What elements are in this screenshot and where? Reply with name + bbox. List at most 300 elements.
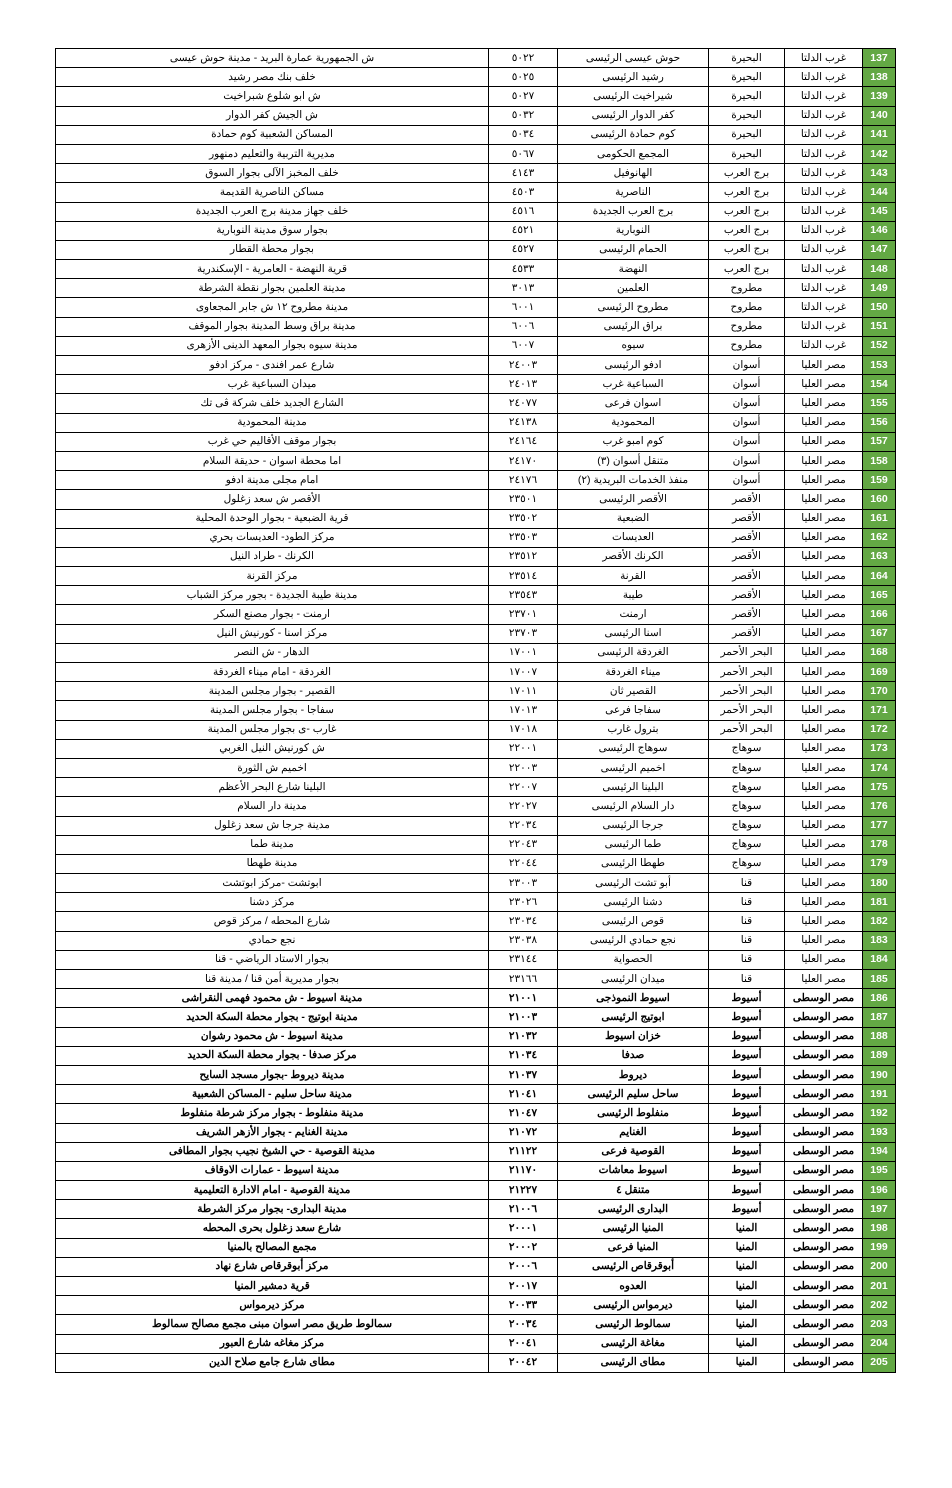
cell-office: الضبعية [558,509,709,528]
cell-office: القوصية فرعى [558,1142,709,1161]
row-number: 144 [863,183,896,202]
cell-office: المجمع الحكومى [558,144,709,163]
cell-governorate: برج العرب [709,164,785,183]
cell-governorate: أسيوط [709,1142,785,1161]
cell-code: ٢٤٠١٣ [489,375,558,394]
table-row [56,394,896,413]
cell-code: ٤٥٠٣ [489,183,558,202]
cell-governorate: الأقصر [709,490,785,509]
cell-region: مصر العليا [785,912,863,931]
cell-region: مصر الوسطى [785,1027,863,1046]
row-number: 185 [863,970,896,989]
cell-region: مصر الوسطى [785,1142,863,1161]
cell-governorate: أسيوط [709,1161,785,1180]
cell-governorate: البحيرة [709,49,785,68]
table-row [56,1219,896,1238]
row-number: 196 [863,1181,896,1200]
cell-region: غرب الدلتا [785,68,863,87]
cell-address: خلف جهاز مدينة برج العرب الجديدة [56,202,489,221]
row-number: 137 [863,49,896,68]
table-row [56,605,896,624]
table-row [56,279,896,298]
cell-code: ٥٠٣٤ [489,125,558,144]
table-row [56,931,896,950]
cell-region: مصر العليا [785,970,863,989]
row-number: 180 [863,874,896,893]
table-row [56,778,896,797]
cell-code: ٦٠٠١ [489,298,558,317]
table-row [56,68,896,87]
cell-address: شارع المحطه / مركز قوص [56,912,489,931]
cell-office: ميناء الغردقة [558,663,709,682]
cell-office: براق الرئيسى [558,317,709,336]
cell-governorate: المنيا [709,1334,785,1353]
cell-address: مدينة طما [56,835,489,854]
cell-code: ٤٥٢٧ [489,240,558,259]
cell-code: ٢١٠٧٢ [489,1123,558,1142]
row-number: 198 [863,1219,896,1238]
row-number: 167 [863,624,896,643]
row-number: 150 [863,298,896,317]
cell-governorate: البحر الأحمر [709,682,785,701]
cell-address: قرية الضبعية - بجوار الوحدة المحلية [56,509,489,528]
cell-code: ٢١٢٢٧ [489,1181,558,1200]
row-number: 151 [863,317,896,336]
cell-governorate: أسيوط [709,1123,785,1142]
cell-office: ديروط [558,1065,709,1084]
row-number: 172 [863,720,896,739]
cell-governorate: سوهاج [709,739,785,758]
table-row [56,106,896,125]
table-row [56,144,896,163]
cell-address: مدينة البدارى- بجوار مركز الشرطة [56,1200,489,1219]
cell-address: الدهار - ش النصر [56,643,489,662]
cell-code: ١٧٠١١ [489,682,558,701]
cell-region: مصر العليا [785,950,863,969]
cell-address: امام مجلى مدينة ادفو [56,471,489,490]
table-row [56,490,896,509]
row-number: 157 [863,432,896,451]
table-row [56,701,896,720]
cell-office: الحصواية [558,950,709,969]
cell-governorate: المنيا [709,1277,785,1296]
row-number: 188 [863,1027,896,1046]
cell-office: المنيا فرعى [558,1238,709,1257]
cell-code: ٢٤١٧٠ [489,451,558,470]
table-row [56,989,896,1008]
cell-governorate: برج العرب [709,221,785,240]
cell-office: اخميم الرئيسى [558,758,709,777]
cell-region: غرب الدلتا [785,298,863,317]
cell-region: مصر الوسطى [785,1238,863,1257]
table-row [56,797,896,816]
cell-region: مصر العليا [785,663,863,682]
cell-office: السباعية غرب [558,375,709,394]
cell-address: ش ابو شلوع شبراخيت [56,87,489,106]
cell-address: مركز القرنة [56,567,489,586]
table-row [56,1046,896,1065]
cell-address: البلينا شارع البحر الأعظم [56,778,489,797]
row-number: 197 [863,1200,896,1219]
cell-region: مصر العليا [785,586,863,605]
cell-code: ٢١٠٠٦ [489,1200,558,1219]
table-row [56,1142,896,1161]
table-row [56,874,896,893]
row-number: 148 [863,260,896,279]
cell-code: ٢٢٠٠٧ [489,778,558,797]
cell-governorate: مطروح [709,336,785,355]
cell-office: أبوقرقاص الرئيسى [558,1257,709,1276]
cell-governorate: مطروح [709,317,785,336]
cell-governorate: البحر الأحمر [709,701,785,720]
cell-governorate: البحيرة [709,125,785,144]
cell-region: مصر العليا [785,356,863,375]
cell-address: سمالوط طريق مصر اسوان مبنى مجمع مصالح سمالوط [56,1315,489,1334]
cell-code: ٦٠٠٦ [489,317,558,336]
cell-governorate: أسيوط [709,1008,785,1027]
row-number: 199 [863,1238,896,1257]
cell-code: ٢٤١٦٤ [489,432,558,451]
cell-region: مصر العليا [785,874,863,893]
cell-region: مصر العليا [785,854,863,873]
cell-code: ٢٢٠٢٧ [489,797,558,816]
cell-code: ٢٠٠٤٢ [489,1353,558,1372]
cell-office: برج العرب الجديدة [558,202,709,221]
cell-governorate: برج العرب [709,260,785,279]
table-row [56,816,896,835]
cell-code: ٢٣٠٢٦ [489,893,558,912]
cell-code: ٢٠٠١٧ [489,1277,558,1296]
cell-governorate: أسيوط [709,1065,785,1084]
table-row [56,682,896,701]
cell-code: ٢٢٠٤٤ [489,854,558,873]
row-number: 143 [863,164,896,183]
cell-code: ٢٤٠٠٣ [489,356,558,375]
cell-address: خلف بنك مصر رشيد [56,68,489,87]
cell-region: مصر الوسطى [785,1219,863,1238]
cell-address: بجوار موقف الأقاليم حي غرب [56,432,489,451]
cell-governorate: المنيا [709,1315,785,1334]
cell-governorate: البحر الأحمر [709,663,785,682]
cell-governorate: الأقصر [709,586,785,605]
cell-region: مصر العليا [785,797,863,816]
cell-address: مساكن الناصرية القديمة [56,183,489,202]
row-number: 174 [863,758,896,777]
cell-region: غرب الدلتا [785,87,863,106]
cell-code: ٢١١٢٢ [489,1142,558,1161]
cell-governorate: قنا [709,970,785,989]
cell-region: مصر الوسطى [785,1085,863,1104]
table-row [56,183,896,202]
row-number: 155 [863,394,896,413]
cell-office: القرنة [558,567,709,586]
cell-region: غرب الدلتا [785,183,863,202]
cell-code: ٢٢٠٠٣ [489,758,558,777]
cell-office: العدوه [558,1277,709,1296]
cell-region: مصر العليا [785,432,863,451]
cell-office: النوبارية [558,221,709,240]
table-row [56,586,896,605]
cell-address: مركز مغاغه شارع العبور [56,1334,489,1353]
table-row [56,739,896,758]
cell-address: مدينة القوصية - حي الشيخ نجيب بجوار المطافى [56,1142,489,1161]
cell-address: مدينة الغنايم - بجوار الأزهر الشريف [56,1123,489,1142]
cell-governorate: الأقصر [709,509,785,528]
table-row [56,624,896,643]
cell-governorate: الأقصر [709,567,785,586]
cell-region: مصر العليا [785,509,863,528]
cell-code: ٢٢٠٠١ [489,739,558,758]
table-row [56,835,896,854]
cell-office: طهطا الرئيسى [558,854,709,873]
cell-office: كفر الدوار الرئيسى [558,106,709,125]
cell-code: ٤٥٣٣ [489,260,558,279]
cell-governorate: قنا [709,893,785,912]
cell-region: غرب الدلتا [785,125,863,144]
cell-code: ٢٣٥٠٣ [489,528,558,547]
table-row [56,1181,896,1200]
table-row [56,663,896,682]
row-number: 184 [863,950,896,969]
cell-code: ٢٣١٤٤ [489,950,558,969]
cell-office: القصير ثان [558,682,709,701]
cell-region: مصر العليا [785,778,863,797]
table-row [56,1161,896,1180]
cell-address: ش الجيش كفر الدوار [56,106,489,125]
cell-governorate: البحيرة [709,144,785,163]
cell-code: ٥٠٦٧ [489,144,558,163]
cell-governorate: البحيرة [709,106,785,125]
cell-address: مدينة العلمين بجوار نقطة الشرطة [56,279,489,298]
cell-governorate: أسوان [709,432,785,451]
cell-region: مصر العليا [785,931,863,950]
cell-code: ٢٣٠٠٣ [489,874,558,893]
cell-office: الناصرية [558,183,709,202]
cell-governorate: مطروح [709,298,785,317]
row-number: 192 [863,1104,896,1123]
row-number: 178 [863,835,896,854]
row-number: 186 [863,989,896,1008]
table-row [56,164,896,183]
cell-office: المنيا الرئيسى [558,1219,709,1238]
table-row [56,125,896,144]
row-number: 193 [863,1123,896,1142]
table-row [56,1123,896,1142]
cell-office: طما الرئيسى [558,835,709,854]
cell-code: ٢٠٠٣٤ [489,1315,558,1334]
cell-code: ١٧٠١٣ [489,701,558,720]
row-number: 161 [863,509,896,528]
row-number: 153 [863,356,896,375]
cell-governorate: أسيوط [709,989,785,1008]
table-row [56,758,896,777]
cell-code: ٢٢٠٣٤ [489,816,558,835]
cell-office: ادفو الرئيسى [558,356,709,375]
cell-address: بجوار محطة القطار [56,240,489,259]
cell-office: ابوتيج الرئيسى [558,1008,709,1027]
cell-office: خزان اسيوط [558,1027,709,1046]
cell-code: ٢١٠٤١ [489,1085,558,1104]
cell-address: ارمنت - بجوار مصنع السكر [56,605,489,624]
row-number: 141 [863,125,896,144]
cell-code: ٢١٠٠١ [489,989,558,1008]
row-number: 189 [863,1046,896,1065]
cell-office: البدارى الرئيسى [558,1200,709,1219]
cell-address: المساكن الشعبية كوم حمادة [56,125,489,144]
cell-office: اسيوط معاشات [558,1161,709,1180]
cell-region: مصر الوسطى [785,1046,863,1065]
row-number: 163 [863,547,896,566]
cell-address: مركز ديرمواس [56,1296,489,1315]
cell-region: غرب الدلتا [785,106,863,125]
row-number: 154 [863,375,896,394]
cell-address: مديرية التربية والتعليم دمنهور [56,144,489,163]
cell-office: الأقصر الرئيسى [558,490,709,509]
table-row [56,893,896,912]
cell-address: القصير - بجوار مجلس المدينة [56,682,489,701]
row-number: 152 [863,336,896,355]
cell-governorate: قنا [709,912,785,931]
cell-governorate: برج العرب [709,240,785,259]
cell-office: الحمام الرئيسى [558,240,709,259]
cell-region: غرب الدلتا [785,144,863,163]
cell-office: بترول غارب [558,720,709,739]
table-row [56,260,896,279]
cell-address: شارع عمر افندى - مركز ادفو [56,356,489,375]
row-number: 140 [863,106,896,125]
cell-code: ١٧٠٠٧ [489,663,558,682]
row-number: 187 [863,1008,896,1027]
cell-address: قرية النهضة - العامرية - الإسكندرية [56,260,489,279]
cell-governorate: الأقصر [709,605,785,624]
post-offices-table [55,48,896,1373]
cell-region: مصر العليا [785,624,863,643]
cell-code: ٢١١٧٠ [489,1161,558,1180]
cell-office: اسوان فرعى [558,394,709,413]
cell-address: الغردقة - امام ميناء الغردقة [56,663,489,682]
cell-address: مركز صدفا - بجوار محطة السكة الحديد [56,1046,489,1065]
cell-address: بجوار سوق مدينة النوبارية [56,221,489,240]
row-number: 145 [863,202,896,221]
table-row [56,49,896,68]
row-number: 146 [863,221,896,240]
table-row [56,567,896,586]
cell-code: ٢٠٠٠٦ [489,1257,558,1276]
row-number: 203 [863,1315,896,1334]
cell-region: مصر الوسطى [785,989,863,1008]
row-number: 175 [863,778,896,797]
cell-office: منفذ الخدمات البريدية (٢) [558,471,709,490]
cell-address: قرية دمشير المنيا [56,1277,489,1296]
cell-region: مصر العليا [785,643,863,662]
cell-office: نجع حمادي الرئيسى [558,931,709,950]
cell-office: أبو تشت الرئيسى [558,874,709,893]
table-row [56,87,896,106]
table-row [56,1238,896,1257]
cell-code: ٤١٤٣ [489,164,558,183]
cell-address: اخميم ش الثورة [56,758,489,777]
table-row [56,720,896,739]
cell-office: سفاجا فرعى [558,701,709,720]
table-row [56,912,896,931]
cell-address: مدينة المحمودية [56,413,489,432]
table-row [56,970,896,989]
cell-address: مدينة منفلوط - بجوار مركز شرطة منفلوط [56,1104,489,1123]
cell-governorate: أسوان [709,451,785,470]
cell-region: مصر العليا [785,835,863,854]
table-row [56,1277,896,1296]
table-row [56,375,896,394]
cell-code: ١٧٠١٨ [489,720,558,739]
row-number: 194 [863,1142,896,1161]
table-row [56,202,896,221]
cell-region: مصر الوسطى [785,1200,863,1219]
cell-governorate: سوهاج [709,854,785,873]
row-number: 149 [863,279,896,298]
cell-office: المحمودية [558,413,709,432]
row-number: 179 [863,854,896,873]
cell-region: غرب الدلتا [785,202,863,221]
cell-governorate: البحيرة [709,87,785,106]
row-number: 176 [863,797,896,816]
table-row [56,1200,896,1219]
table-row [56,528,896,547]
cell-address: مدينة سيوه بجوار المعهد الدينى الأزهرى [56,336,489,355]
cell-region: غرب الدلتا [785,317,863,336]
cell-code: ٢٢٠٤٣ [489,835,558,854]
cell-governorate: قنا [709,931,785,950]
cell-address: الأقصر ش سعد زغلول [56,490,489,509]
row-number: 139 [863,87,896,106]
cell-office: الكرنك الأقصر [558,547,709,566]
table-row [56,509,896,528]
row-number: 183 [863,931,896,950]
cell-office: الغردقة الرئيسى [558,643,709,662]
cell-address: مجمع المصالح بالمنيا [56,1238,489,1257]
cell-address: شارع سعد زغلول بحرى المحطه [56,1219,489,1238]
cell-governorate: سوهاج [709,835,785,854]
cell-code: ٢١٠٣٢ [489,1027,558,1046]
row-number: 159 [863,471,896,490]
cell-region: مصر الوسطى [785,1353,863,1372]
cell-office: دار السلام الرئيسى [558,797,709,816]
cell-region: مصر الوسطى [785,1181,863,1200]
cell-code: ٢٠٠٠١ [489,1219,558,1238]
cell-address: مركز اسنا - كورنيش النيل [56,624,489,643]
cell-governorate: قنا [709,950,785,969]
table-row [56,1296,896,1315]
cell-region: مصر الوسطى [785,1065,863,1084]
cell-region: مصر العليا [785,375,863,394]
row-number: 165 [863,586,896,605]
cell-region: مصر الوسطى [785,1123,863,1142]
cell-office: متنقل ٤ [558,1181,709,1200]
cell-region: مصر العليا [785,893,863,912]
cell-region: غرب الدلتا [785,164,863,183]
cell-region: مصر العليا [785,701,863,720]
table-body [56,49,896,1373]
cell-region: مصر الوسطى [785,1334,863,1353]
cell-office: جرجا الرئيسى [558,816,709,835]
table-row [56,854,896,873]
cell-governorate: أسيوط [709,1200,785,1219]
cell-code: ٢٤١٧٦ [489,471,558,490]
cell-address: الشارع الجديد خلف شركة ڤى تك [56,394,489,413]
cell-governorate: المنيا [709,1296,785,1315]
cell-governorate: سوهاج [709,778,785,797]
cell-address: بجوار الاستاد الرياضي - قنا [56,950,489,969]
cell-code: ٥٠٢٧ [489,87,558,106]
